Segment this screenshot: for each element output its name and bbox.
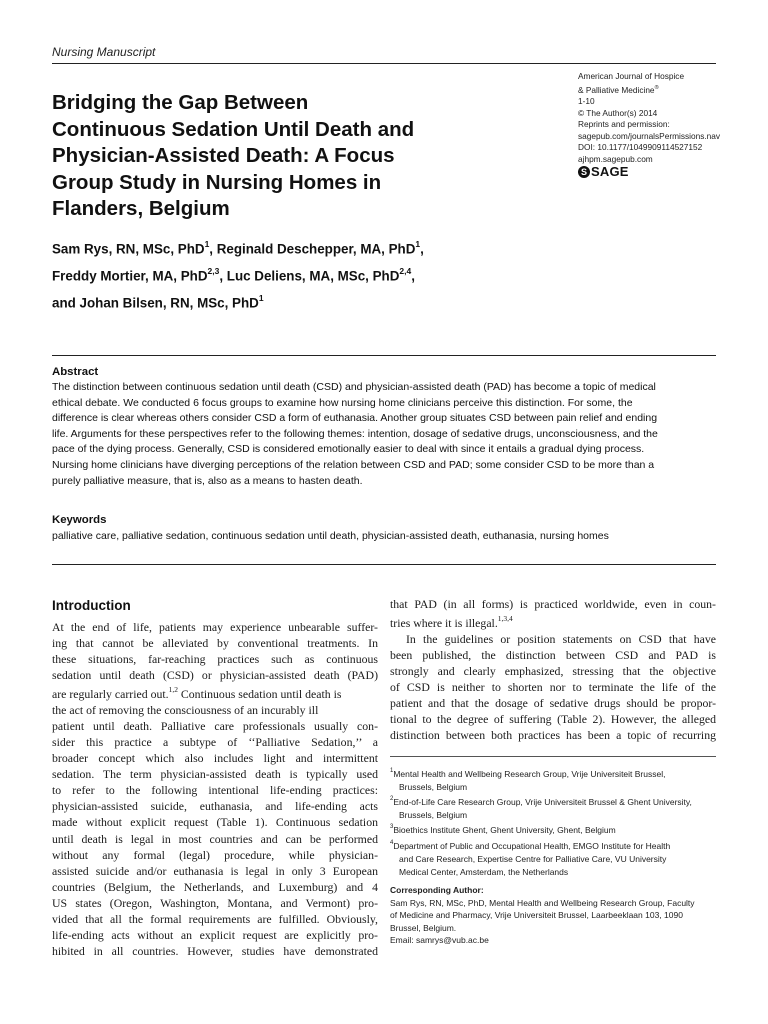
footnote-rule xyxy=(390,756,716,757)
author-separator: , xyxy=(411,268,415,284)
footnote: $^1$Mental Health and Wellbeing Research Group, Vrije Universiteit Brussel, xyxy=(390,768,666,779)
abstract-line: pace of the dying process. Generally, CSD is considered emotionally easier to deal with since it entails a gradual dying process. xyxy=(52,443,645,456)
title-line: Flanders, Belgium xyxy=(52,197,230,221)
body-line: distinction between both practices has been a topic of recurring xyxy=(390,728,716,743)
body-line: US states (Oregon, Washington, Montana, and Vermont) pro- xyxy=(52,895,378,910)
section-heading-introduction: Introduction xyxy=(52,598,131,613)
author-name: , Reginald Deschepper, MA, PhD xyxy=(209,241,416,257)
body-line: until death is legal in most countries and can be performed xyxy=(52,831,378,846)
corresponding-line: Sam Rys, RN, MSc, PhD, Mental Health and Wellbeing Research Group, Faculty xyxy=(390,897,695,908)
body-line: strongly and clearly emphasized, stressing that the objective xyxy=(390,664,716,679)
journal-name-cont: & Palliative Medicine® xyxy=(578,84,659,95)
body-line: patient and that the dosage of sedative drugs should be propor- xyxy=(390,696,716,711)
affiliation-ref: 2,3 xyxy=(207,265,220,276)
sage-logo xyxy=(578,164,629,179)
title-line: Bridging the Gap Between xyxy=(52,91,309,114)
body-line: In the guidelines or position statements on CSD that have xyxy=(406,632,716,647)
body-line: to refer to the following intentional life-ending practices: xyxy=(52,783,378,798)
body-line: the act of removing the consciousness of an incurably ill xyxy=(52,703,319,718)
header-rule xyxy=(52,63,716,64)
abstract-line: ethical debate. We conducted 6 focus groups to examine how nursing home clinicians perceive this distinction. For some, the xyxy=(52,396,633,409)
body-line: At the end of life, patients may experience unbearable suffer- xyxy=(52,620,378,634)
body-line: life-ending acts without an explicit request are explicitly pro- xyxy=(52,927,378,942)
body-line: ing that cannot be alleviated by conventional treatments. In xyxy=(52,636,378,651)
author-list xyxy=(52,234,532,315)
journal-site-link[interactable]: ajhpm.sagepub.com xyxy=(578,153,653,164)
corresponding-email[interactable]: Email: samrys@vub.ac.be xyxy=(390,935,489,946)
author-line xyxy=(52,288,532,315)
journal-reprints: Reprints and permission: xyxy=(578,119,670,130)
body-line: sedation until death (CSD) or physician-assisted death (PAD) xyxy=(52,668,378,683)
author-name: and Johan Bilsen, RN, MSc, PhD xyxy=(52,295,259,311)
abstract-line: life. Arguments for these perspectives refer to the following themes: intention, dosage of sedative drugs, unconsciousness, and the xyxy=(52,427,658,440)
body-line: vided that all the formal requirements are fulfilled. Obviously, xyxy=(52,911,378,926)
body-line: that PAD (in all forms) is practiced worldwide, even in coun- xyxy=(390,597,716,611)
journal-pages: 1-10 xyxy=(578,95,595,106)
body-line: sedation. The term physician-assisted death is typically used xyxy=(52,767,378,782)
keywords-list: palliative care, palliative sedation, continuous sedation until death, physician-assisted death, euthanasia, nursing homes xyxy=(52,530,609,542)
footnote: $^3$Bioethics Institute Ghent, Ghent University, Ghent, Belgium xyxy=(390,824,616,836)
journal-info xyxy=(578,71,738,166)
right-column xyxy=(390,596,716,743)
author-name: Sam Rys, RN, MSc, PhD xyxy=(52,241,205,257)
title-line: Group Study in Nursing Homes in xyxy=(52,170,382,194)
abstract-line: The distinction between continuous sedation until death (CSD) and physician-assisted death (PAD) has become a topic of medical xyxy=(52,381,656,393)
footnote-cont: Medical Center, Amsterdam, the Netherlands xyxy=(399,866,569,877)
abstract-line: difference is clear whereas others consider CSD a form of euthanasia. Another group situates CSD between pain relief and ending xyxy=(52,412,658,425)
footnote-cont: and Care Research, Expertise Centre for Palliative Care, VU University xyxy=(399,853,667,864)
body-line: tional to the degree of suffering (Table 2). However, the alleged xyxy=(390,712,716,727)
body-line: countries (Belgium, the Netherlands, and Luxemburg) and 4 xyxy=(52,879,378,894)
body-line: patient until death. Palliative care professionals usually con- xyxy=(52,719,378,734)
journal-copyright: © The Author(s) 2014 xyxy=(578,107,658,118)
footnote: $^4$Department of Public and Occupational Health, EMGO Institute for Health xyxy=(390,839,671,851)
author-name: Freddy Mortier, MA, PhD xyxy=(52,268,208,284)
body-line: these situations, far-reaching practices such as continuous xyxy=(52,652,378,667)
author-separator: , xyxy=(420,241,424,257)
body-line: sider this practice a subtype of ‘‘Palliative Sedation,’’ a xyxy=(52,735,378,750)
author-line xyxy=(52,234,532,261)
citation-ref: 1,2 xyxy=(168,685,178,695)
body-line: are regularly carried out.$^{1,2}$ Continuous sedation until death is xyxy=(52,685,342,702)
journal-doi[interactable]: DOI: 10.1177/1049909114527152 xyxy=(578,142,703,153)
affiliation-ref: 2,4 xyxy=(399,265,412,276)
author-name: , Luc Deliens, MA, MSc, PhD xyxy=(219,268,400,284)
keywords-heading: Keywords xyxy=(52,514,107,526)
registered-mark: ® xyxy=(654,84,659,91)
body-line: assisted suicide and/or euthanasia is legal in only 3 European xyxy=(52,863,378,878)
footnote-cont: Brussels, Belgium xyxy=(399,782,468,793)
affiliation-footnotes xyxy=(390,766,720,879)
body-line: physician-assisted suicide, euthanasia, and life-ending acts xyxy=(52,799,378,814)
corresponding-line: Brussel, Belgium. xyxy=(390,922,457,933)
body-line: without any formal (legal) procedure, while physician- xyxy=(52,847,378,862)
left-column xyxy=(52,619,378,959)
abstract-heading: Abstract xyxy=(52,366,99,378)
corresponding-author xyxy=(390,884,720,947)
article-title xyxy=(52,90,522,223)
abstract-line: Nursing home clinicians have diverging perceptions of the relation between CSD and PAD; some consider CSD to be more than a xyxy=(52,458,655,471)
corresponding-heading: Corresponding Author: xyxy=(390,885,484,895)
citation-ref: 1,3,4 xyxy=(497,614,513,624)
title-line: Physician-Assisted Death: A Focus xyxy=(52,144,395,168)
body-line: hibited in all countries. However, studies have demonstrated xyxy=(52,943,378,958)
journal-name: American Journal of Hospice xyxy=(578,71,685,81)
body-line: made without explicit request (Table 1). Continuous sedation xyxy=(52,815,378,830)
corresponding-line: of Medicine and Pharmacy, Vrije Universiteit Brussel, Laarbeeklaan 103, 1090 xyxy=(390,910,683,921)
body-line: of CSD is neither to shorten nor to terminate the life of the xyxy=(390,680,716,695)
body-line: broader concept which also includes light and intermittent xyxy=(52,751,378,766)
keywords-rule xyxy=(52,564,716,565)
footnote: $^2$End-of-Life Care Research Group, Vrije Universiteit Brussel & Ghent University, xyxy=(390,796,692,808)
journal-permissions-link[interactable]: sagepub.com/journalsPermissions.nav xyxy=(578,130,721,141)
abstract-body xyxy=(52,380,720,489)
affiliation-ref: 1 xyxy=(258,292,264,303)
abstract-line: purely palliative measure, that is, also as a means to hasten death. xyxy=(52,474,363,487)
title-line: Continuous Sedation Until Death and xyxy=(52,117,415,141)
author-line xyxy=(52,261,532,288)
sage-logo-word: SAGE xyxy=(591,164,629,179)
abstract-rule xyxy=(52,355,716,356)
body-line: been published, the distinction between CSD and PAD is xyxy=(390,648,716,663)
affiliation-ref: 1 xyxy=(204,239,210,249)
sage-logo-icon: S xyxy=(578,166,590,178)
affiliation-ref: 1 xyxy=(415,239,421,249)
body-line: tries where it is illegal.$^{1,3,4}$ xyxy=(390,614,513,630)
running-head: Nursing Manuscript xyxy=(52,45,156,59)
footnote-cont: Brussels, Belgium xyxy=(399,810,468,821)
